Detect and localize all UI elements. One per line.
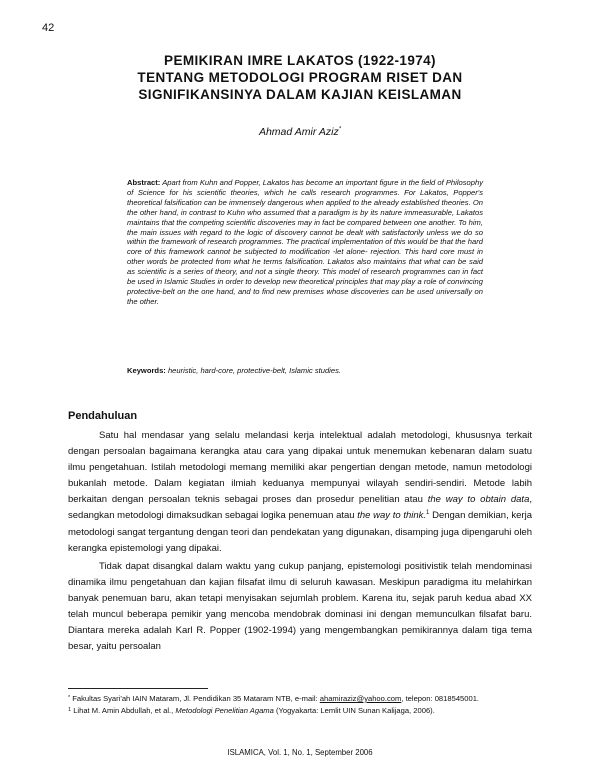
journal-footer: ISLAMICA, Vol. 1, No. 1, September 2006 — [227, 748, 373, 757]
footnote-2-text-a: Lihat M. Amin Abdullah, et al., — [73, 706, 176, 715]
paragraph-1-emphasis-2: the way to think. — [357, 510, 427, 522]
section-heading: Pendahuluan — [68, 410, 138, 422]
paragraph-1 — [68, 428, 532, 557]
paragraph-1-part-a: Satu hal mendasar yang selalu melandasi kerja intelektual adalah metodologi, khususnya terkait dengan persoalan bagaimana kerangka atau cara yang dipakai untuk menemukan kebenaran dalam suatu ilmu pengetahuan. Istilah metodologi memang memiliki akar pengertian dengan metode, namun metodologi bukanlah metode. Dalam kegiatan ilmiah keduanya mempunyai wilayah sendiri-sendiri. Metode labih berkaitan dengan persoalan teknis sebagai proses dan prosedur penelitian atau — [68, 430, 532, 506]
title-line-3: SIGNIFIKANSINYA DALAM KAJIAN KEISLAMAN — [138, 87, 462, 102]
page-number: 42 — [42, 22, 55, 34]
footnote-ref-1[interactable]: 1 — [426, 510, 430, 517]
footnote-1-mark: * — [68, 695, 71, 701]
title-line-1: PEMIKIRAN IMRE LAKATOS (1922-1974) — [164, 53, 436, 68]
paragraph-1-emphasis-1: the way to obtain data — [427, 494, 530, 506]
author — [0, 126, 600, 138]
footnote-2-text-b: (Yogyakarta: Lemlit UIN Sunan Kalijaga, 2006). — [273, 706, 435, 715]
footnotes — [68, 693, 532, 717]
keywords — [127, 366, 483, 375]
email-link[interactable]: ahamiraziz@yahoo.com — [319, 694, 402, 703]
author-footnote-mark: * — [338, 126, 342, 133]
paragraph-1-part-b: , sedangkan metodologi dimaksudkan sebagai logika penemuan atau — [68, 494, 532, 522]
abstract — [127, 178, 483, 307]
footnote-1 — [68, 693, 532, 704]
title-line-2: TENTANG METODOLOGI PROGRAM RISET DAN — [137, 70, 463, 85]
keywords-label: Keywords: — [127, 366, 166, 375]
keywords-text: heuristic, hard-core, protective-belt, Islamic studies. — [167, 366, 341, 375]
footnote-1-text-a: Fakultas Syari'ah IAIN Mataram, Jl. Pendidikan 35 Mataram NTB, e-mail: — [72, 694, 320, 703]
footnote-2-mark: 1 — [68, 707, 72, 713]
footnote-divider — [68, 688, 208, 689]
footnote-2 — [68, 705, 532, 716]
abstract-text: Apart from Kuhn and Popper, Lakatos has become an important figure in the field of Philosophy of Science for his scientific theories, which he calls research programmes. For Lakatos, Popper's theoretical falsification can be immensely dangerous when applied to the already established theories. On the other hand, in contrast to Kuhn who assumed that a paradigm is by its nature immeasurable, Lakatos maintains that the competing scientific discoveries may in fact be compared between one another. To him, the main issues with regard to the logic of discovery cannot be dealt with satisfactorily unless we do so within the framework of research programmes. The practical implementation of this would be that the hard core of this framework cannot be subjected to modification -let alone- rejection. This hard core must in other words be protected from what he terms falsification. Lakatos also maintains that what can be said as scientific is a series of theory, and not a single theory. This model of research programmes can in fact be used in Islamic Studies in order to develop new theoretical principles that may play a role of convincing protective-belt on the one hand, and to find new premises whose discoveries can be used universally on the other. — [127, 178, 483, 306]
footnote-2-book-title: Metodologi Penelitian Agama — [175, 706, 274, 715]
paragraph-2: Tidak dapat disangkal dalam waktu yang cukup panjang, epistemologi positivistik telah mendominasi dinamika ilmu pengetahuan dan kajian filsafat ilmu di seluruh kawasan. Meskipun paradigma itu melahirkan banyak penemuan baru, akan tetapi menyisakan sejumlah problem. Karena itu, sejak paruh kedua abad XX telah muncul beberapa pemikir yang mencoba mendobrak dominasi ini dengan memunculkan filsafat baru. Diantara mereka adalah Karl R. Popper (1902-1994) yang mengembangkan pemikirannya dalam tiga tema besar, yaitu persoalan — [68, 560, 532, 653]
abstract-label: Abstract: — [127, 178, 161, 187]
footnote-1-text-b: , telepon: 0818545001. — [401, 694, 480, 703]
body-text — [68, 428, 532, 655]
paper-title — [70, 52, 530, 103]
paragraph-1-part-c: Dengan demikian, kerja metodologi sangat tergantung dengan teori dan pendekatan yang digunakan, disamping juga dipengaruhi oleh kerangka epistemologi yang dipakai. — [68, 510, 532, 554]
author-name: Ahmad Amir Aziz — [258, 126, 339, 138]
